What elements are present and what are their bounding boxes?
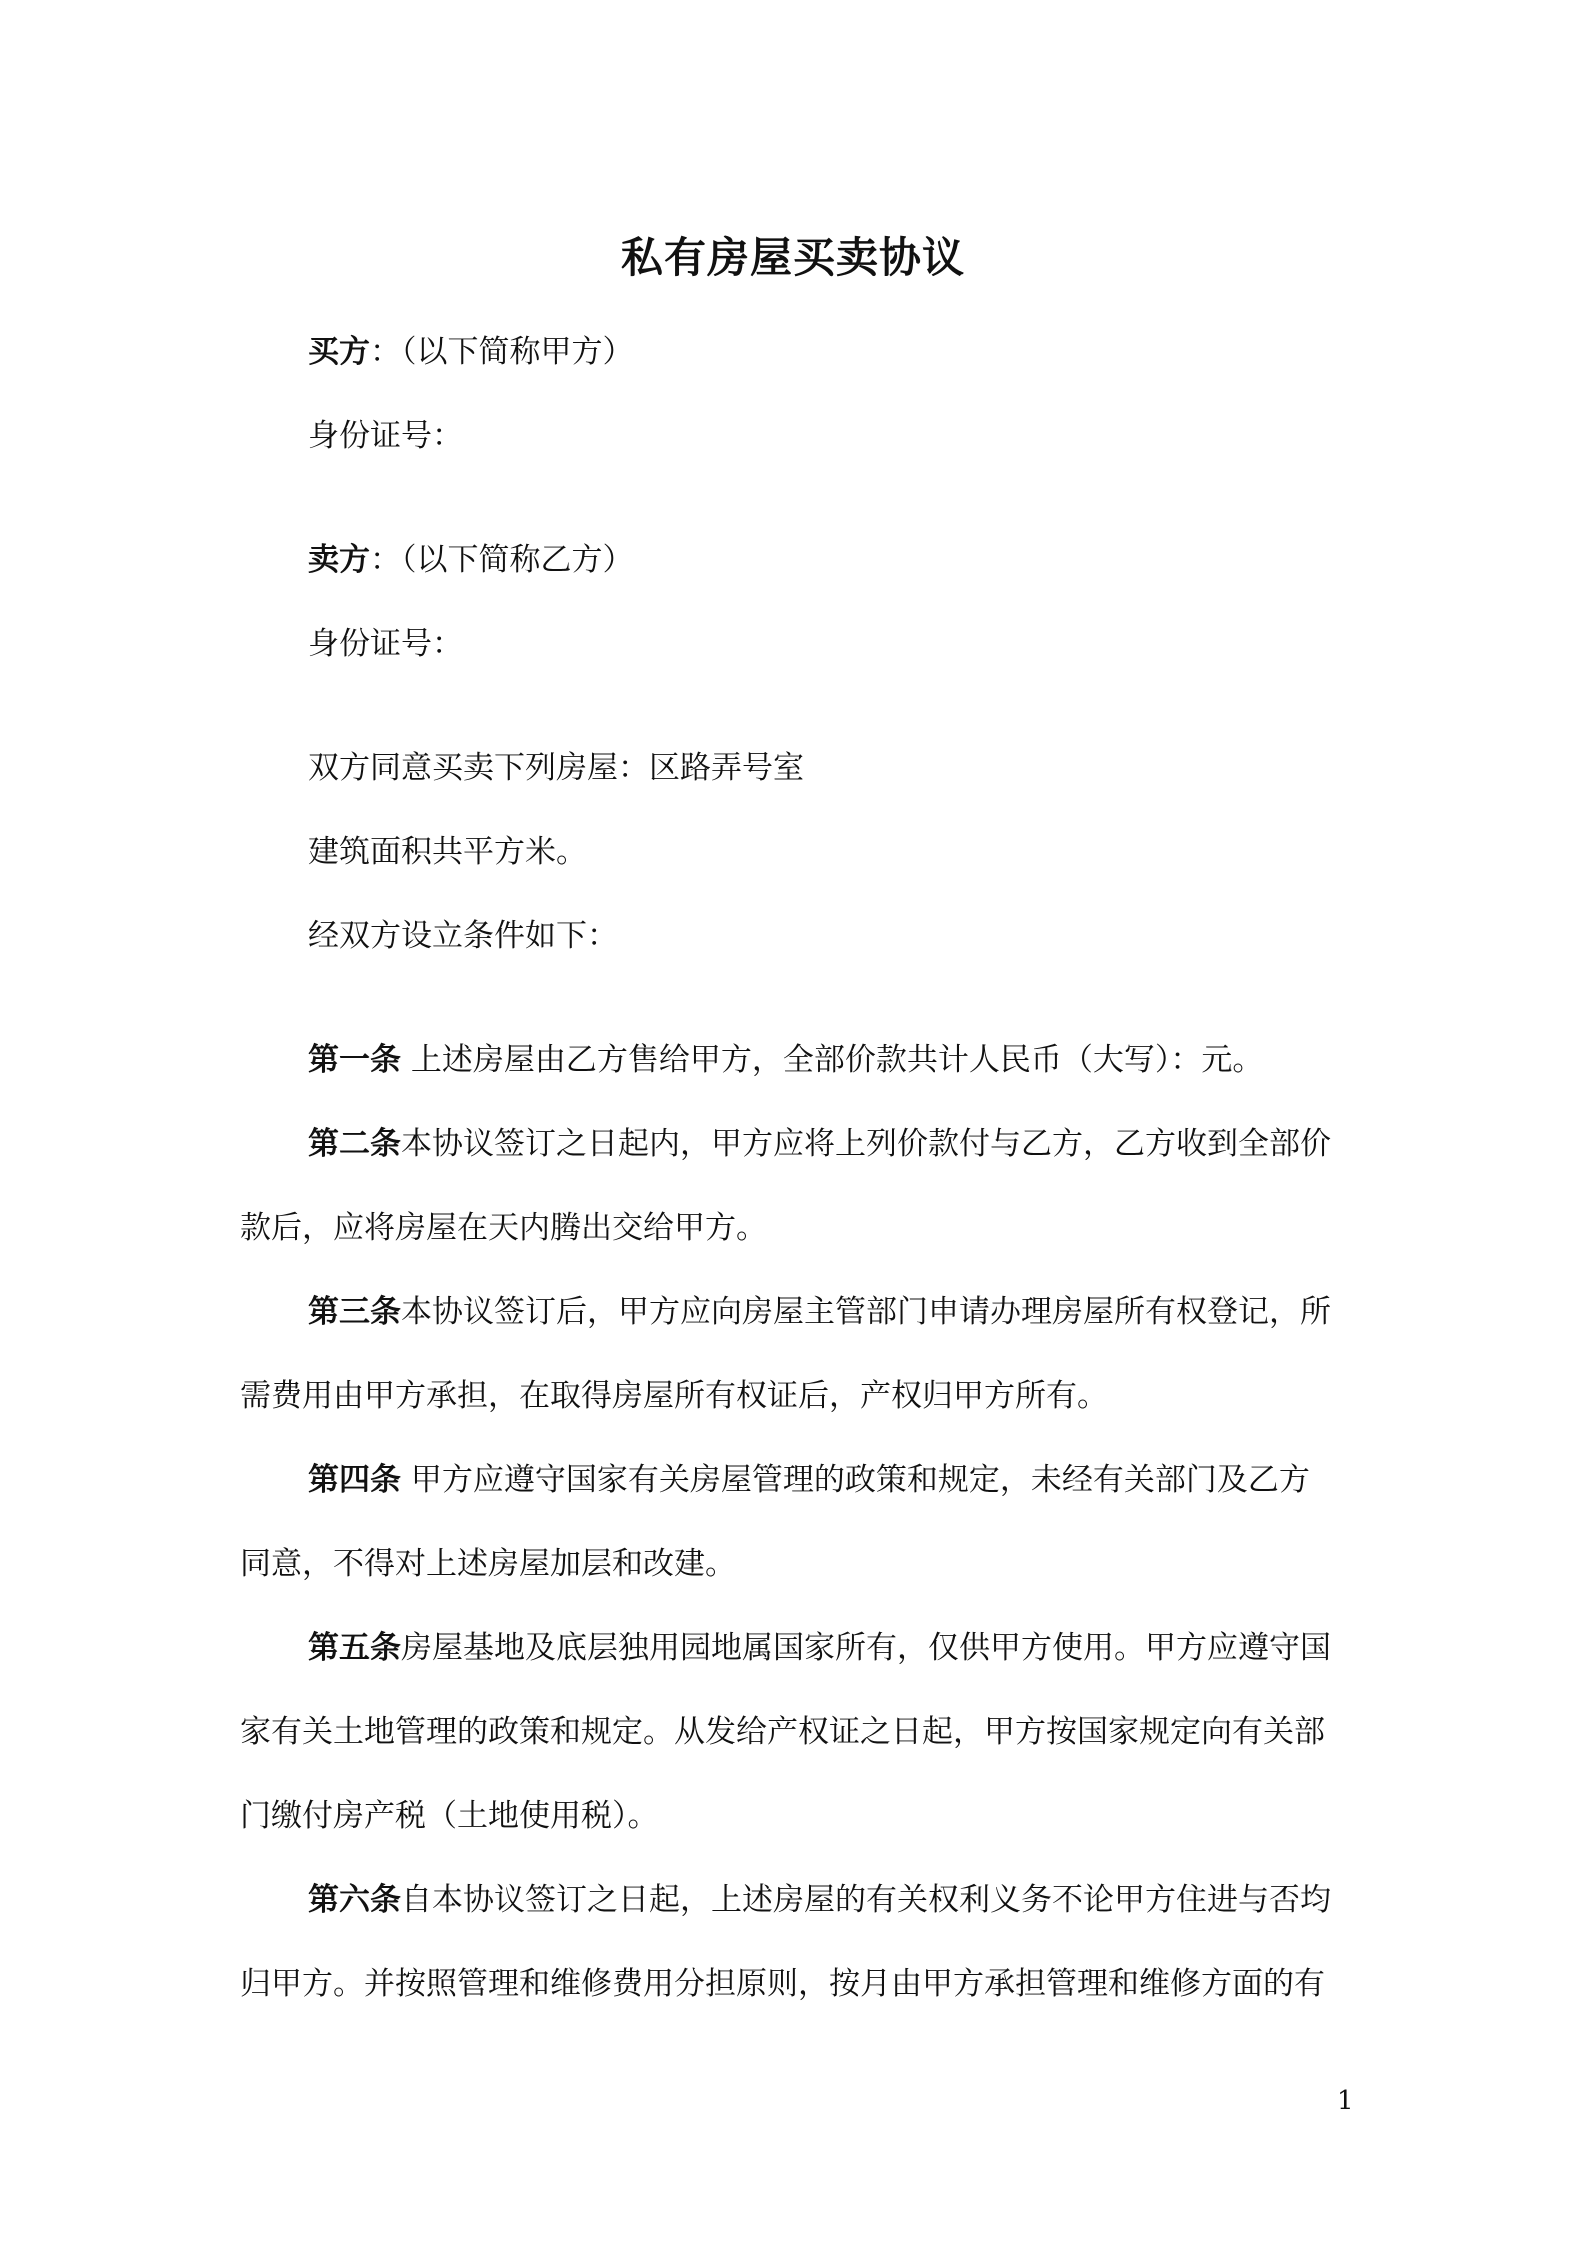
article-5-text-1: 房屋基地及底层独用园地属国家所有，仅供甲方使用。甲方应遵守国 (401, 1630, 1331, 1666)
article-6-heading: 第六条 (308, 1882, 401, 1918)
article-3-text-1: 本协议签订后，甲方应向房屋主管部门申请办理房屋所有权登记，所 (401, 1294, 1331, 1330)
property-line-2: 建筑面积共平方米。 (308, 834, 587, 870)
article-2-line-2: 款后，应将房屋在天内腾出交给甲方。 (240, 1210, 767, 1246)
article-2-line-1 (308, 1122, 1331, 1166)
property-line-1: 双方同意买卖下列房屋：区路弄号室 (308, 750, 804, 786)
buyer-label: 买方 (308, 334, 370, 370)
article-1-line-1 (308, 1038, 1263, 1082)
article-5-line-1 (308, 1626, 1331, 1670)
article-4-line-1 (308, 1458, 1310, 1502)
article-3-line-1 (308, 1290, 1331, 1334)
article-1-text-1: 上述房屋由乙方售给甲方，全部价款共计人民币（大写）：元。 (410, 1042, 1264, 1078)
article-4-line-2: 同意，不得对上述房屋加层和改建。 (240, 1546, 736, 1582)
article-5-line-3: 门缴付房产税（土地使用税）。 (240, 1798, 659, 1834)
article-6-text-1: 自本协议签订之日起，上述房屋的有关权利义务不论甲方住进与否均 (401, 1882, 1331, 1918)
article-5-line-2: 家有关土地管理的政策和规定。从发给产权证之日起，甲方按国家规定向有关部 (240, 1714, 1325, 1750)
article-4-text-1: 甲方应遵守国家有关房屋管理的政策和规定，未经有关部门及乙方 (410, 1462, 1310, 1498)
seller-line (308, 538, 634, 582)
article-3-heading: 第三条 (308, 1294, 401, 1330)
buyer-id-line: 身份证号： (308, 418, 463, 454)
article-2-text-1: 本协议签订之日起内，甲方应将上列价款付与乙方，乙方收到全部价 (401, 1126, 1331, 1162)
article-6-line-1 (308, 1878, 1331, 1922)
buyer-line (308, 330, 634, 374)
page-number: 1 (1337, 2086, 1354, 2116)
article-4-heading: 第四条 (308, 1462, 401, 1498)
seller-label: 卖方 (308, 542, 370, 578)
property-line-3: 经双方设立条件如下： (308, 918, 618, 954)
article-5-heading: 第五条 (308, 1630, 401, 1666)
article-2-heading: 第二条 (308, 1126, 401, 1162)
article-6-line-2: 归甲方。并按照管理和维修费用分担原则，按月由甲方承担管理和维修方面的有 (240, 1966, 1325, 2002)
article-3-line-2: 需费用由甲方承担，在取得房屋所有权证后，产权归甲方所有。 (240, 1378, 1108, 1414)
seller-id-line: 身份证号： (308, 626, 463, 662)
article-1-heading: 第一条 (308, 1042, 401, 1078)
seller-note: ：（以下简称乙方） (370, 542, 634, 578)
buyer-note: ：（以下简称甲方） (370, 334, 634, 370)
document-title: 私有房屋买卖协议 (620, 233, 965, 282)
